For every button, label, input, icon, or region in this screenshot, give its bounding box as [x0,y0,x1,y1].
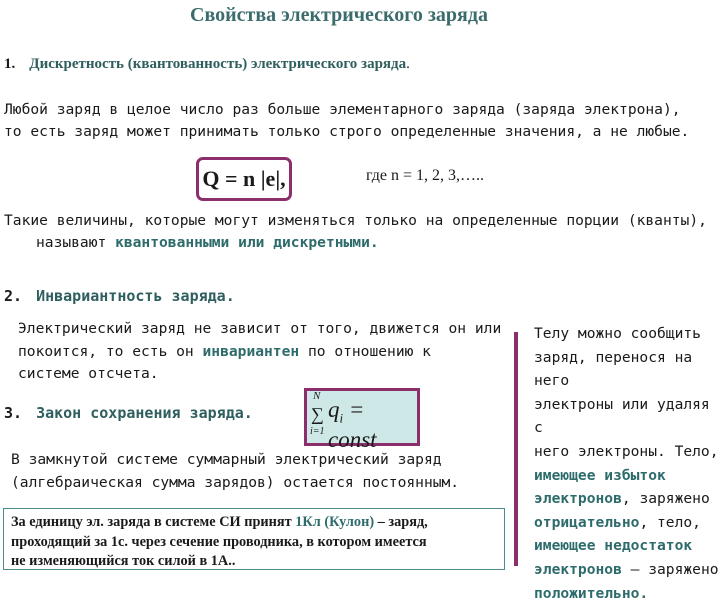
section-2-line2 [18,341,501,364]
section-2-heading [4,287,235,305]
unit-coulomb: 1Кл (Кулон) [295,514,375,530]
section-1-para2-line1: Такие величины, которые могут изменяться только на определенные порции (кванты), [4,212,707,229]
section-3-line2: (алгебраическая сумма зарядов) остается постоянным. [11,474,460,491]
charge-formula-box [196,157,292,201]
side-note-negative: отрицательно [534,513,640,531]
side-note-line7-post: , тело, [639,513,701,531]
section-1-para1-line2: то есть заряд может принимать только строго определенные значения, а не любые. [4,123,690,140]
side-note-line3: электроны или удаляя с [534,395,710,437]
side-note-line6 [534,487,721,511]
sum-lower-limit: i=1 [310,426,325,437]
side-note-line10: положительно. [534,584,649,602]
side-note-line7 [534,511,721,535]
side-note-electrons-1: электронов [534,490,622,508]
sum-sigma: ∑ [311,404,324,424]
sum-variable: q [328,397,340,422]
side-note-line2: заряд, перенося на него [534,348,693,390]
invariant-term: инвариантен [202,342,300,360]
section-1-para1-line1: Любой заряд в целое число раз больше элементарного заряда (заряда электрона), [4,101,681,118]
section-2-line1: Электрический заряд не зависит от того, движется он или [18,320,502,337]
side-note-line4: него электроны. Тело, [534,442,719,460]
section-2-line2-pre: покоится, то есть он [18,342,203,360]
sum-expression [328,397,417,453]
unit-note-line1 [11,513,501,533]
section-2-line3: системе отсчета. [18,365,159,382]
sum-index: i [339,410,344,426]
section-2-title: Инвариантность заряда. [36,287,235,305]
section-2-paragraph [18,318,501,386]
section-1-paragraph-1 [4,99,689,143]
section-1-para2-line2 [4,232,707,254]
side-note-line6-post: , заряжено [621,490,710,508]
page-title: Свойства электрического заряда [190,4,488,26]
side-note-line8: имеющее недостаток [534,537,693,555]
unit-note [11,513,501,572]
side-note-line9-post: – заряжено [621,560,719,578]
charge-formula: Q = n |e|, [202,166,286,191]
section-2-number: 2. [4,287,23,305]
side-note-divider [514,332,518,566]
side-note [534,322,721,605]
section-2-line2-post: по отношению к [299,342,431,360]
section-1-title: Дискретность (квантованность) электрического заряда [29,56,407,72]
sum-const: = const [328,397,377,452]
section-1-number: 1. [4,56,16,72]
side-note-line9 [534,558,721,582]
section-3-heading [4,404,253,422]
section-3-title: Закон сохранения заряда. [36,404,253,422]
section-3-line1: В замкнутой системе суммарный электрический заряд [11,451,442,468]
side-note-electrons-2: электронов [534,560,622,578]
section-1-title-dot: . [406,56,410,72]
unit-note-line2: проходящий за 1с. через сечение проводника, в котором имеется [11,533,427,550]
section-3-paragraph [11,448,459,494]
conservation-formula-box [304,388,420,452]
section-1-heading [4,56,410,73]
unit-note-post: – заряд, [374,514,428,530]
section-1-para2-line2-text: называют [36,234,116,251]
unit-note-pre: За единицу эл. заряда в системе СИ принят [11,514,296,530]
side-note-line5: имеющее избыток [534,466,666,484]
unit-note-line3: не изменяющийся ток силой в 1А.. [11,553,236,569]
section-1-paragraph-2 [4,210,707,254]
formula-where-note: где n = 1, 2, 3,….. [366,167,485,184]
section-3-number: 3. [4,404,23,422]
sum-upper-limit: N [313,390,321,402]
side-note-line1: Телу можно сообщить [534,325,701,342]
quantized-term: квантованными или дискретными. [115,234,379,251]
